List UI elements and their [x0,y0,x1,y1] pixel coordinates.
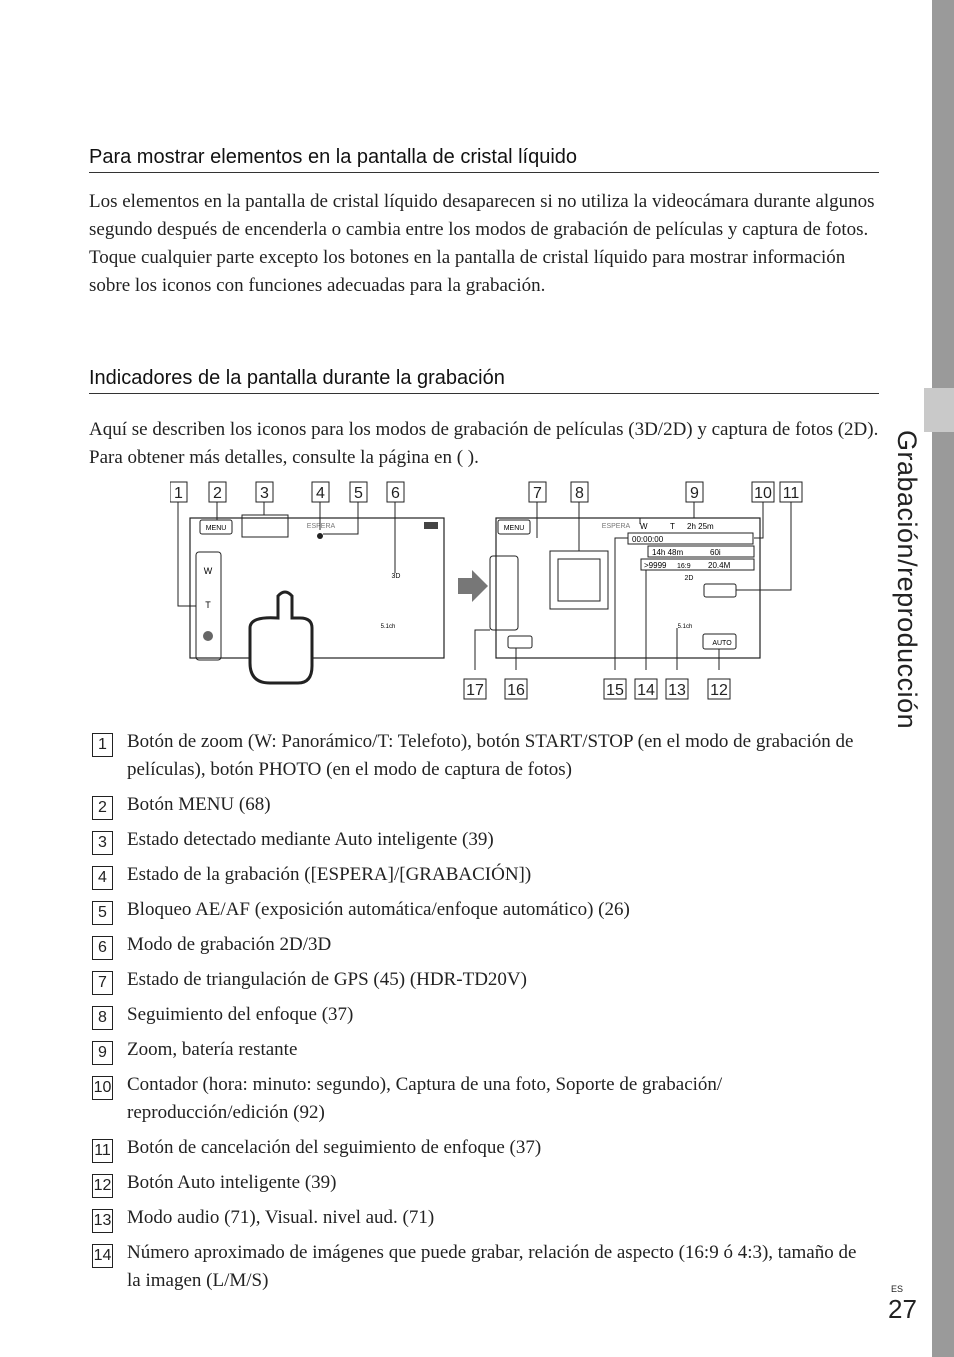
label-13: 13 [668,682,686,699]
right-counter: 00:00:00 [632,535,664,544]
label-16: 16 [507,682,525,699]
page-language: ES [891,1284,904,1294]
list-item [89,896,869,924]
right-zoom-t: T [670,522,675,531]
label-3: 3 [260,485,269,502]
list-item [89,1204,869,1232]
item-number: 11 [92,1139,113,1163]
item-text: Estado de la grabación ([ESPERA]/[GRABACIÓN]) [127,864,532,885]
list-item [89,1134,869,1162]
list-item [89,966,869,994]
right-2d-mode: 2D [684,575,694,582]
list-item [89,826,869,854]
item-text: Bloqueo AE/AF (exposición automática/enfoque automático) (26) [127,899,630,920]
section2-heading: Indicadores de la pantalla durante la grabación [89,367,879,394]
list-item [89,1239,869,1295]
right-auto: AUTO [712,640,732,647]
item-text: Botón de cancelación del seguimiento de enfoque (37) [127,1137,542,1158]
list-item [89,931,869,959]
list-item [89,1001,869,1029]
right-image-size: 20.4M [708,561,731,570]
item-text: Botón Auto inteligente (39) [127,1172,337,1193]
label-17: 17 [466,682,484,699]
item-number: 6 [92,936,113,960]
item-number: 2 [92,796,113,820]
right-battery-time: 2h 25m [687,522,714,531]
list-item [89,1169,869,1197]
item-number: 13 [92,1209,113,1233]
label-2: 2 [213,485,222,502]
item-text: Número aproximado de imágenes que puede grabar, relación de aspecto (16:9 ó 4:3), tamaño de la imagen (L/M/S) [127,1242,857,1291]
label-6: 6 [391,485,400,502]
list-item [89,728,869,784]
left-menu-button: MENU [205,525,227,532]
right-remaining-time: 14h 48m [652,548,684,557]
list-item [89,791,869,819]
left-3d-mode: 3D [391,573,401,580]
label-1: 1 [174,485,183,502]
label-11: 11 [782,485,800,502]
section-tab [924,388,954,432]
section1-paragraph-2: Toque cualquier parte excepto los botones en la pantalla de cristal líquido para mostrar información sobre los iconos con funciones adecuadas para la grabación. [89,247,846,296]
list-item [89,1036,869,1064]
label-15: 15 [606,682,624,699]
page-number: 27 [888,1294,917,1324]
label-10: 10 [754,485,772,502]
item-number: 14 [92,1244,113,1268]
item-text: Zoom, batería restante [127,1039,298,1060]
item-text: Modo de grabación 2D/3D [127,934,332,955]
section2-body [89,416,879,472]
item-number: 9 [92,1041,113,1065]
section1-heading: Para mostrar elementos en la pantalla de cristal líquido [89,146,879,173]
item-number: 5 [92,901,113,925]
right-audio-mode: 5.1ch [677,624,693,630]
list-item [89,1071,869,1127]
section2-paragraph: Aquí se describen los iconos para los modos de grabación de películas (3D/2D) y captura de fotos (2D). Para obtener más detalles, consulte la página en ( ). [89,419,879,468]
label-4: 4 [316,485,325,502]
label-9: 9 [690,485,699,502]
left-status: ESPERA [306,523,336,530]
section1-paragraph-1: Los elementos en la pantalla de cristal líquido desaparecen si no utiliza la videocámara durante algunos segundo después de encenderla o cambia entre los modos de grabación de películas y captura de fotos. [89,191,875,240]
label-5: 5 [354,485,363,502]
label-14: 14 [637,682,655,699]
right-status: ESPERA [601,523,631,530]
item-text: Modo audio (71), Visual. nivel aud. (71) [127,1207,435,1228]
item-number: 12 [92,1174,113,1198]
label-7: 7 [533,485,542,502]
right-menu-button: MENU [503,525,525,532]
right-aspect: 16:9 [677,563,691,570]
section1-body [89,188,879,300]
item-number: 4 [92,866,113,890]
item-number: 3 [92,831,113,855]
left-audio-mode: 5.1ch [380,624,396,630]
item-text: Botón MENU (68) [127,794,271,815]
item-text: Estado detectado mediante Auto inteligente (39) [127,829,494,850]
left-zoom-w: W [203,566,213,576]
item-number: 1 [92,733,113,757]
right-images-count: >9999 [644,561,667,570]
item-number: 10 [92,1076,113,1100]
right-fps: 60i [710,548,721,557]
list-item [89,861,869,889]
indicator-list [89,728,869,1302]
section-side-title: Grabación/reproducción [892,430,922,730]
item-number: 7 [92,971,113,995]
item-text: Estado de triangulación de GPS (45) (HDR-TD20V) [127,969,527,990]
item-text: Contador (hora: minuto: segundo), Captura de una foto, Soporte de grabación/ reproducción/edición (92) [127,1074,723,1123]
label-8: 8 [575,485,584,502]
item-number: 8 [92,1006,113,1030]
left-zoom-t: T [205,600,211,610]
label-12: 12 [710,682,728,699]
item-text: Botón de zoom (W: Panorámico/T: Telefoto), botón START/STOP (en el modo de grabación de películas), botón PHOTO (en el modo de captura de fotos) [127,731,854,780]
screen-indicators-figure [170,478,810,703]
side-bar [932,0,954,1357]
right-zoom-w: W [640,522,648,531]
item-text: Seguimiento del enfoque (37) [127,1004,354,1025]
